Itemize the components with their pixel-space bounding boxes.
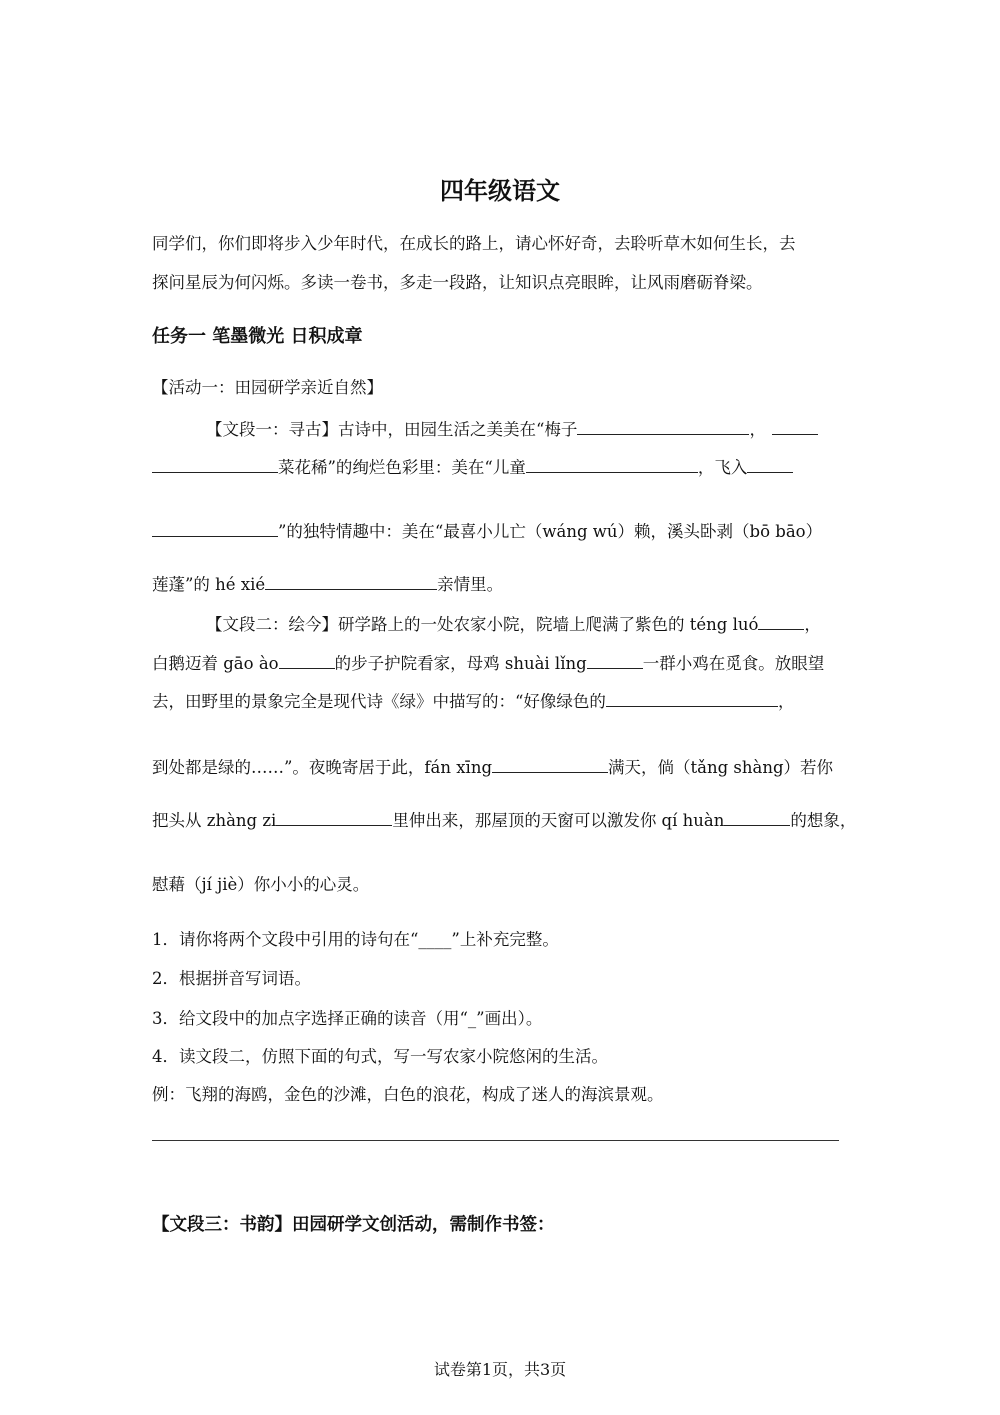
segment1-line-2 <box>152 456 793 479</box>
segment2-line-5 <box>152 809 856 832</box>
answer-blank[interactable] <box>265 573 437 590</box>
answer-blank[interactable] <box>526 456 698 473</box>
question-1: 1．请你将两个文段中引用的诗句在“____”上补充完整。 <box>152 930 559 949</box>
segment1-text: 菜花稀”的绚烂色彩里：美在“儿童 <box>278 458 526 477</box>
question-3: 3．给文段中的加点字选择正确的读音（用“_”画出）。 <box>152 1009 543 1028</box>
activity-label: 【活动一：田园研学亲近自然】 <box>152 378 383 397</box>
answer-blank[interactable] <box>492 756 608 773</box>
task-heading: 任务一 笔墨微光 日积成章 <box>152 326 363 347</box>
segment1-text: 亲情里。 <box>437 575 504 594</box>
segment2-text: ， <box>777 692 795 711</box>
segment2-text: 【文段二：绘今】研学路上的一处农家小院，院墙上爬满了紫色的 téng luó <box>206 615 759 634</box>
segment2-text: 里伸出来，那屋顶的天窗可以激发你 qí huàn <box>392 811 725 830</box>
segment2-text: 满天，倘（tǎng shàng）若你 <box>608 758 834 777</box>
segment2-text: 白鹅迈着 gāo ào <box>152 654 279 673</box>
segment2-line-4 <box>152 756 833 779</box>
segment3-heading: 【文段三：书韵】田园研学文创活动，需制作书签： <box>152 1215 555 1235</box>
answer-blank[interactable] <box>577 418 749 435</box>
segment2-text: 到处都是绿的……”。夜晚寄居于此，fán xīng <box>152 758 493 777</box>
segment2-line-3 <box>152 690 794 713</box>
segment2-text: 去，田野里的景象完全是现代诗《绿》中描写的：“好像绿色的 <box>152 692 606 711</box>
segment2-line-1 <box>206 613 821 636</box>
segment1-line-3 <box>152 520 822 543</box>
segment1-text: ”的独特情趣中：美在“最喜小儿亡（wáng wú）赖，溪头卧剥（bō bāo） <box>278 522 823 541</box>
answer-blank[interactable] <box>758 613 804 630</box>
segment2-text: ， <box>804 615 821 634</box>
answer-blank[interactable] <box>152 456 278 473</box>
answer-blank[interactable] <box>747 456 793 473</box>
segment2-text: 的步子护院看家，母鸡 shuài lǐng <box>334 654 587 673</box>
segment1-line-4 <box>152 573 503 596</box>
segment1-line-1 <box>206 418 818 441</box>
segment1-text: ， <box>749 420 766 439</box>
segment1-text: 【文段一：寻古】古诗中，田园生活之美美在“梅子 <box>206 420 578 439</box>
page-footer: 试卷第1页，共3页 <box>433 1360 567 1379</box>
segment2-text: 一群小鸡在觅食。放眼望 <box>642 654 825 673</box>
segment1-text: 莲蓬”的 hé xié <box>152 575 266 594</box>
intro-line-2: 探问星辰为何闪烁。多读一卷书，多走一段路，让知识点亮眼眸，让风雨磨砺脊梁。 <box>152 273 763 292</box>
question-2: 2．根据拼音写词语。 <box>152 969 311 988</box>
segment2-line-2 <box>152 652 824 675</box>
example-sentence: 例：飞翔的海鸥，金色的沙滩，白色的浪花，构成了迷人的海滨景观。 <box>152 1085 664 1104</box>
question-4: 4．读文段二，仿照下面的句式，写一写农家小院悠闲的生活。 <box>152 1047 608 1066</box>
segment1-text: ，飞入 <box>697 458 748 477</box>
segment2-text: 的想象， <box>790 811 857 830</box>
answer-blank[interactable] <box>606 690 778 707</box>
intro-line-1: 同学们，你们即将步入少年时代，在成长的路上，请心怀好奇，去聆听草木如何生长，去 <box>152 234 796 253</box>
segment2-line-6: 慰藉（jí jiè）你小小的心灵。 <box>152 875 370 894</box>
answer-blank[interactable] <box>772 418 818 435</box>
page-title: 四年级语文 <box>440 177 560 205</box>
answer-blank[interactable] <box>587 652 643 669</box>
answer-blank[interactable] <box>276 809 392 826</box>
answer-blank[interactable] <box>279 652 335 669</box>
answer-line[interactable] <box>152 1140 839 1141</box>
answer-blank[interactable] <box>152 520 278 537</box>
segment2-text: 把头从 zhàng zi <box>152 811 277 830</box>
answer-blank[interactable] <box>724 809 790 826</box>
